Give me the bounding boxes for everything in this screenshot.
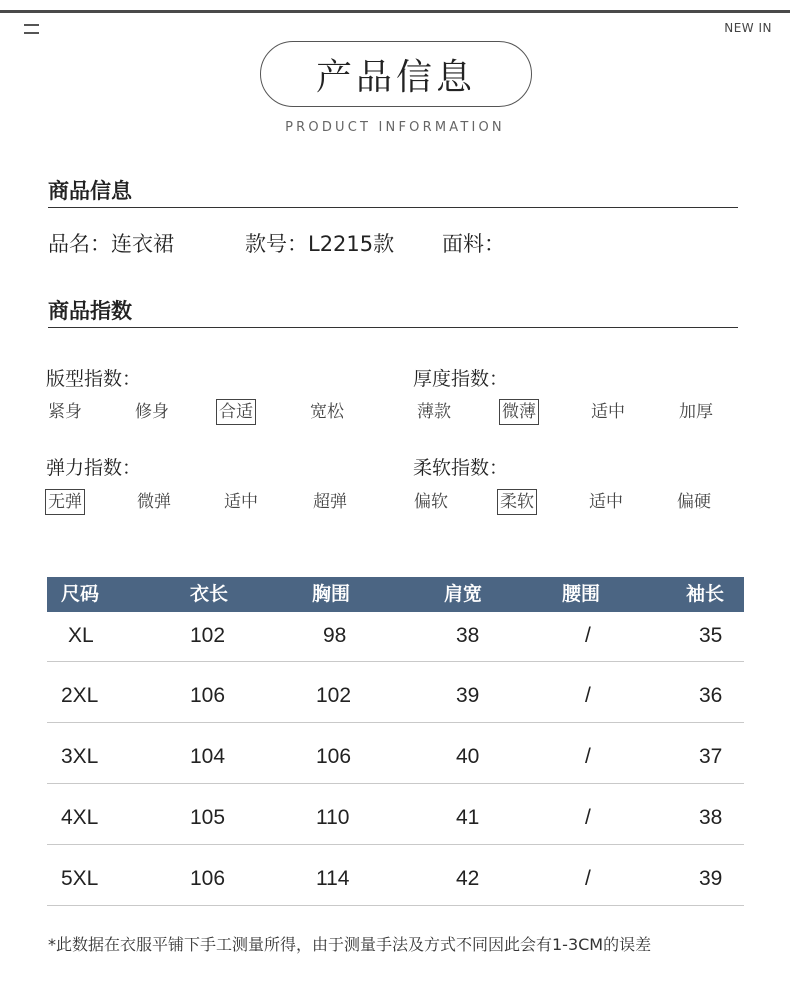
cell: / [585,684,591,707]
index-option-selected: 微薄 [499,399,539,425]
divider [48,327,738,328]
cell: 38 [699,806,723,829]
column-header: 尺码 [61,583,100,605]
index-option-selected: 柔软 [497,489,537,515]
cell: 102 [316,684,352,707]
cell: 114 [316,867,350,890]
index-option: 适中 [589,492,623,512]
page-title: 产品信息 [315,56,476,98]
menu-icon[interactable] [24,24,39,36]
cell: 106 [316,745,352,768]
table-row [47,612,744,662]
column-header: 袖长 [686,583,725,605]
cell: 3XL [61,745,99,768]
index-option-selected: 合适 [216,399,256,425]
elasticity-index-label: 弹力指数： [46,457,142,479]
cell: 37 [699,745,723,768]
cell: 105 [190,806,226,829]
index-option-selected: 无弹 [45,489,85,515]
index-option: 适中 [591,402,625,422]
cell: 39 [699,867,723,890]
table-row [47,845,744,906]
index-option: 宽松 [310,402,344,422]
cell: 41 [456,806,480,829]
cell: 39 [456,684,480,707]
table-row [47,723,744,784]
column-header: 腰围 [562,583,601,605]
cell: 36 [699,684,723,707]
column-header: 衣长 [190,583,229,605]
index-option: 紧身 [48,402,82,422]
page-subtitle: PRODUCT INFORMATION [285,120,505,135]
cell: 106 [190,684,226,707]
table-row [47,662,744,723]
table-header [47,577,744,612]
cell: / [585,806,591,829]
fabric: 面料： [442,232,505,256]
indices-title: 商品指数 [48,299,132,323]
cell: / [585,867,591,890]
new-in-label: NEW IN [724,21,772,35]
title-pill [260,41,532,107]
fit-index-label: 版型指数： [46,368,142,390]
column-header: 肩宽 [444,583,483,605]
cell: 40 [456,745,480,768]
cell: 110 [316,806,350,829]
top-bar [0,10,790,13]
product-info-title: 商品信息 [48,179,132,203]
table-row [47,784,744,845]
cell: 2XL [61,684,99,707]
index-option: 偏软 [414,492,448,512]
product-name: 品名：连衣裙 [48,232,174,256]
cell: 106 [190,867,226,890]
cell: / [585,624,591,647]
index-option: 偏硬 [677,492,711,512]
index-option: 适中 [224,492,258,512]
cell: / [585,745,591,768]
cell: 102 [190,624,226,647]
cell: 4XL [61,806,99,829]
cell: 38 [456,624,480,647]
cell: 42 [456,867,480,890]
index-option: 微弹 [137,492,171,512]
column-header: 胸围 [312,583,351,605]
index-option: 薄款 [417,402,451,422]
divider [48,207,738,208]
cell: 104 [190,745,226,768]
style-number: 款号：L2215款 [245,232,395,256]
measurement-footnote: *此数据在衣服平铺下手工测量所得，由于测量手法及方式不同因此会有1-3CM的误差 [48,935,652,954]
index-option: 修身 [135,402,169,422]
cell: 35 [699,624,723,647]
index-option: 加厚 [679,402,713,422]
softness-index-label: 柔软指数： [413,457,509,479]
index-option: 超弹 [313,492,347,512]
cell: 98 [323,624,347,647]
cell: XL [68,624,94,647]
size-table [47,577,744,906]
cell: 5XL [61,867,99,890]
thickness-index-label: 厚度指数： [413,368,509,390]
